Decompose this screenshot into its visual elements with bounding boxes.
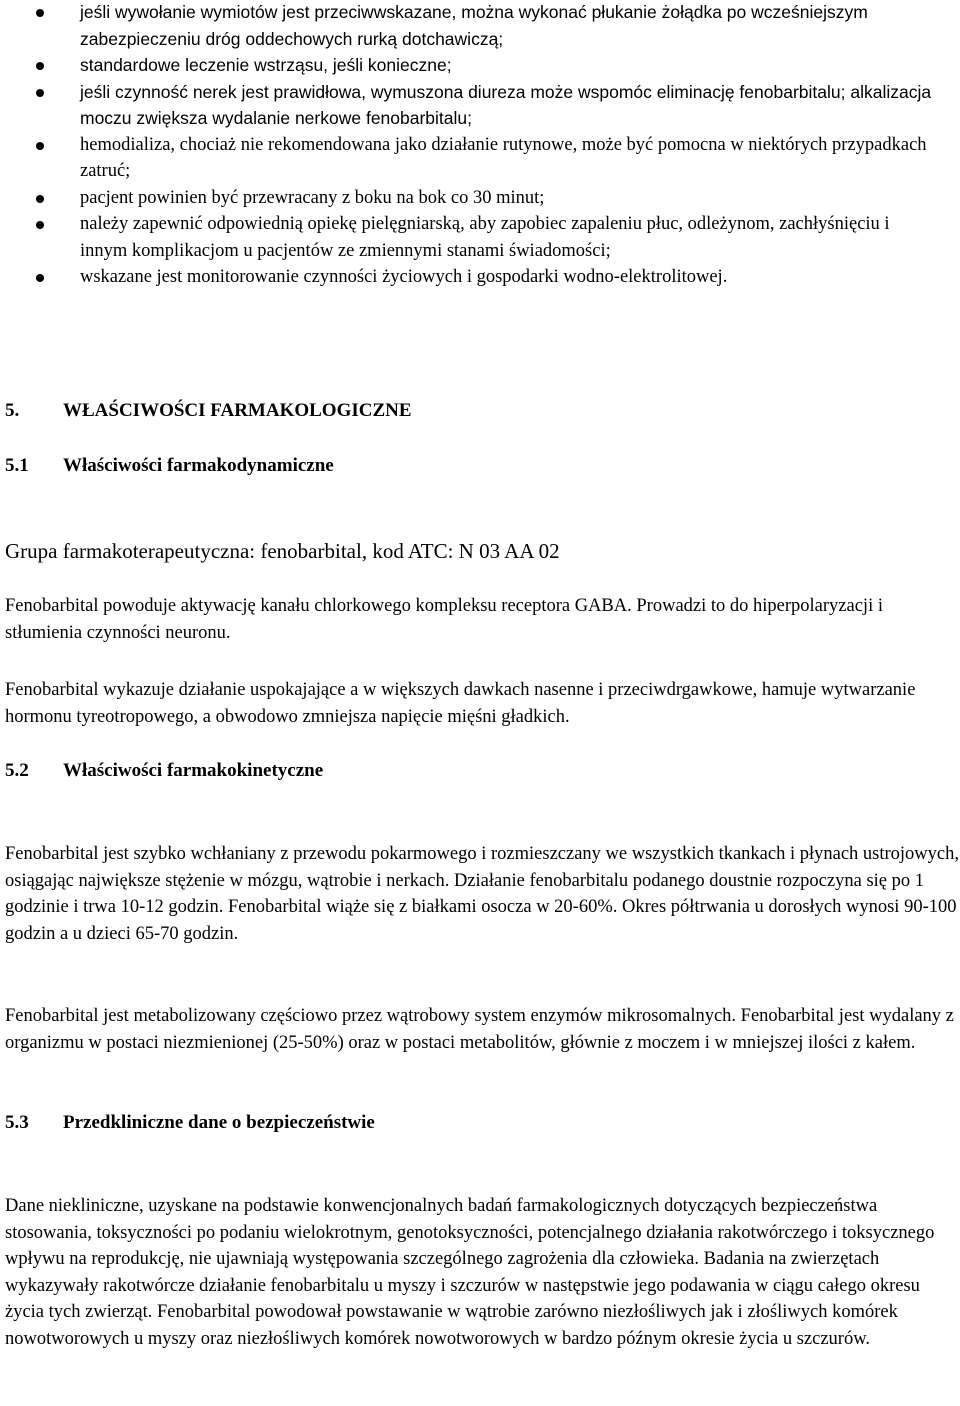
list-item [0, 52, 960, 79]
bullet-icon [36, 221, 44, 229]
paragraph: Fenobarbital jest szybko wchłaniany z przewodu pokarmowego i rozmieszczany we wszystkich tkankach i płynach ustrojowych, osiągając największe stężenie w mózgu, wątrobie i nerkach. Działanie fenobarbitalu podanego doustnie rozpoczyna się po 1 godzinie i trwa 10-12 godzin. Fenobarbital wiąże się z białkami osocza w 20-60%. Okres półtrwania u dorosłych wynosi 90-100 godzin a u dzieci 65-70 godzin. [5, 844, 960, 944]
list-item [0, 0, 960, 52]
list-item [0, 79, 960, 132]
section-heading-5-1 [5, 453, 334, 480]
list-item-text: jeśli czynność nerek jest prawidłowa, wymuszona diureza może wspomóc eliminację fenobarbitalu; alkalizacja moczu zwiększa wydalanie nerkowe fenobarbitalu; [80, 81, 932, 128]
list-item [0, 211, 960, 264]
paragraph: Dane niekliniczne, uzyskane na podstawie konwencjonalnych badań farmakologicznych dotyczących bezpieczeństwa stosowania, toksyczności po podaniu wielokrotnym, genotoksyczności, potencjalnego działania rakotwórczego i toksycznego wpływu na reprodukcję, nie ujawniają występowania szczególnego zagrożenia dla człowieka. Badania na zwierzętach wykazywały rakotwórcze działanie fenobarbitalu u myszy i szczurów w następstwie jego podawania w ciągu całego okresu życia tych zwierząt. Fenobarbital powodował powstawanie w wątrobie zarówno niezłośliwych jak i złośliwych komórek nowotworowych u myszy oraz niezłośliwych komórek nowotworowych w bardzo późnym okresie życia u szczurów. [5, 1196, 935, 1349]
list-item-text: standardowe leczenie wstrząsu, jeśli konieczne; [80, 55, 452, 75]
section-heading-5-2 [5, 758, 323, 785]
section-heading-5-3 [5, 1110, 375, 1137]
section-number: 5.1 [5, 455, 29, 476]
overdose-treatment-list [0, 0, 960, 291]
bullet-icon [36, 62, 44, 70]
section-number: 5. [5, 400, 20, 421]
paragraph: Fenobarbital wykazuje działanie uspokajające a w większych dawkach nasenne i przeciwdrgawkowe, hamuje wytwarzanie hormonu tyreotropowego, a obwodowo zmniejsza napięcie mięśni gładkich. [5, 680, 916, 727]
section-title: Właściwości farmakokinetyczne [63, 760, 324, 781]
list-item-text: wskazane jest monitorowanie czynności życiowych i gospodarki wodno-elektrolitowej. [80, 267, 728, 287]
list-item [0, 185, 960, 212]
pharmacotherapeutic-group: Grupa farmakoterapeutyczna: fenobarbital, kod ATC: N 03 AA 02 [5, 539, 560, 563]
list-item [0, 132, 960, 185]
section-title: Przedkliniczne dane o bezpieczeństwie [63, 1112, 375, 1133]
list-item [0, 264, 960, 291]
bullet-icon [36, 195, 44, 203]
bullet-icon [36, 274, 44, 282]
paragraph: Fenobarbital powoduje aktywację kanału chlorkowego kompleksu receptora GABA. Prowadzi to do hiperpolaryzacji i stłumienia czynności neuronu. [5, 596, 883, 643]
list-item-text: należy zapewnić odpowiednią opiekę pielęgniarską, aby zapobiec zapaleniu płuc, odleżynom, zachłyśnięciu i innym komplikacjom u pacjentów ze zmiennymi stanami świadomości; [80, 214, 890, 261]
bullet-icon [36, 9, 44, 17]
section-number: 5.3 [5, 1112, 29, 1133]
list-item-text: jeśli wywołanie wymiotów jest przeciwwskazane, można wykonać płukanie żołądka po wcześniejszym zabezpieczeniu dróg oddechowych rurką dotchawiczą; [80, 2, 868, 49]
section-title: Właściwości farmakodynamiczne [63, 455, 334, 476]
list-item-text: hemodializa, chociaż nie rekomendowana jako działanie rutynowe, może być pomocna w niektórych przypadkach zatruć; [80, 134, 927, 181]
section-title: WŁAŚCIWOŚCI FARMAKOLOGICZNE [63, 400, 412, 421]
bullet-icon [36, 142, 44, 150]
paragraph: Fenobarbital jest metabolizowany częściowo przez wątrobowy system enzymów mikrosomalnych. Fenobarbital jest wydalany z organizmu w postaci niezmienionej (25-50%) oraz w postaci metabolitów, głównie z moczem i w mniejszej ilości z kałem. [5, 1006, 954, 1053]
section-number: 5.2 [5, 760, 29, 781]
bullet-icon [36, 89, 44, 97]
list-item-text: pacjent powinien być przewracany z boku na bok co 30 minut; [80, 187, 545, 208]
section-heading-5 [5, 398, 412, 425]
